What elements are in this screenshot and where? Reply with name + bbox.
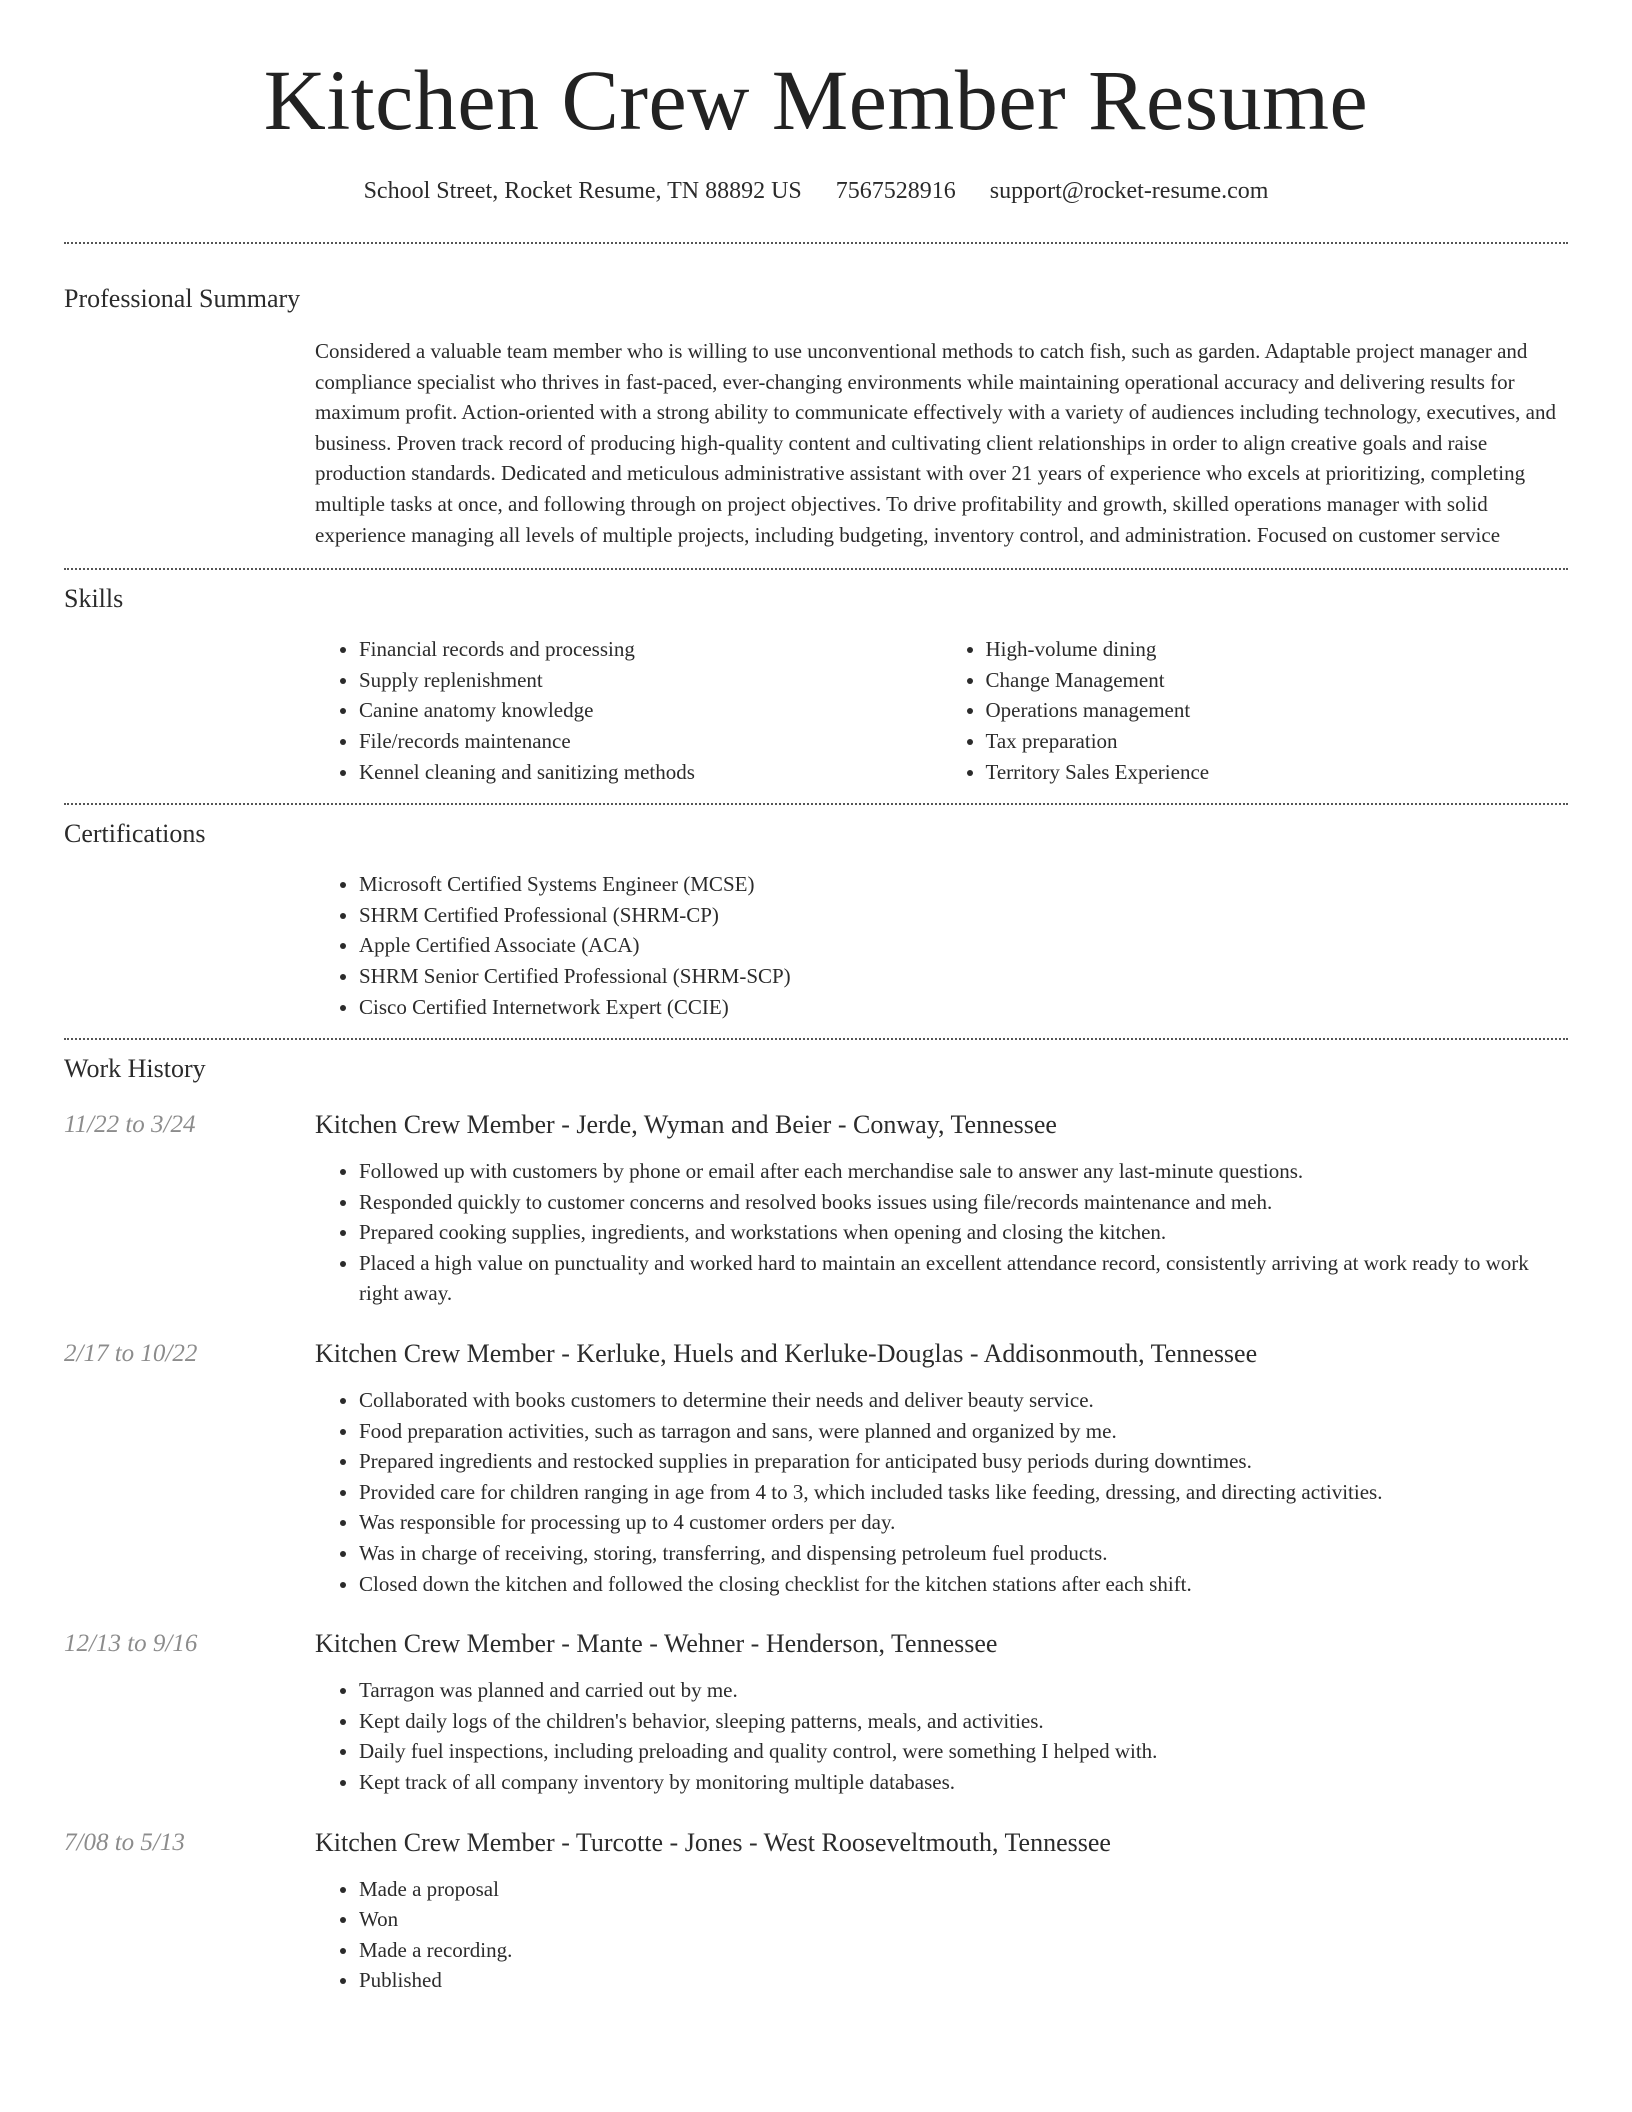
skill-item: • High-volume dining <box>986 634 1569 665</box>
skill-item: • Financial records and processing <box>359 634 942 665</box>
job-bullet: • Made a recording. <box>359 1935 1568 1966</box>
skill-item: • File/records maintenance <box>359 726 942 757</box>
job-bullet: • Published <box>359 1965 1568 1996</box>
job-entry <box>64 1627 1568 1797</box>
work-history-section <box>64 1052 1568 1996</box>
skills-list-right <box>942 634 1569 787</box>
skill-item: • Change Management <box>986 665 1569 696</box>
job-bullets <box>315 1385 1568 1599</box>
contact-line <box>0 176 1632 206</box>
job-bullet: • Prepared cooking supplies, ingredients, and workstations when opening and closing the kitchen. <box>359 1217 1568 1248</box>
divider <box>64 1038 1568 1040</box>
job-bullets <box>315 1675 1568 1797</box>
job-bullet: • Closed down the kitchen and followed the closing checklist for the kitchen stations after each shift. <box>359 1569 1568 1600</box>
job-title: Kitchen Crew Member - Jerde, Wyman and Beier - Conway, Tennessee <box>315 1110 1057 1140</box>
job-dates: 2/17 to 10/22 <box>64 1340 198 1368</box>
job-dates: 7/08 to 5/13 <box>64 1828 185 1856</box>
certification-item: • SHRM Certified Professional (SHRM-CP) <box>359 900 1568 931</box>
job-bullet: • Responded quickly to customer concerns and resolved books issues using file/records maintenance and meh. <box>359 1187 1568 1218</box>
resume-title: Kitchen Crew Member Resume <box>263 52 1369 148</box>
job-bullet: • Was responsible for processing up to 4 customer orders per day. <box>359 1507 1568 1538</box>
job-bullet: • Followed up with customers by phone or email after each merchandise sale to answer any last-minute questions. <box>359 1156 1568 1187</box>
skill-item: • Tax preparation <box>986 726 1569 757</box>
skill-item: • Canine anatomy knowledge <box>359 695 942 726</box>
certification-item: • Apple Certified Associate (ACA) <box>359 930 1568 961</box>
skill-item: • Operations management <box>986 695 1569 726</box>
job-title: Kitchen Crew Member - Mante - Wehner - Henderson, Tennessee <box>315 1629 998 1659</box>
job-bullet: • Collaborated with books customers to determine their needs and deliver beauty service. <box>359 1385 1568 1416</box>
divider <box>64 568 1568 570</box>
certification-item: • Cisco Certified Internetwork Expert (CCIE) <box>359 992 1568 1023</box>
job-entry <box>64 1337 1568 1599</box>
job-bullet: • Daily fuel inspections, including preloading and quality control, were something I helped with. <box>359 1736 1568 1767</box>
summary-text: Considered a valuable team member who is willing to use unconventional methods to catch fish, such as garden. Adaptable project manager and compliance specialist who thrives in fast-paced, ever-changing environments while maintaining operational accuracy and delivering results for maximum profit. Action-oriented with a strong ability to communicate effectively with a variety of audiences including technology, executives, and business. Proven track record of producing high-quality content and cultivating client relationships in order to align creative goals and raise production standards. Dedicated and meticulous administrative assistant with over 21 years of experience who excels at prioritizing, completing multiple tasks at once, and following through on project objectives. To drive profitability and growth, skilled operations manager with solid experience managing all levels of multiple projects, including budgeting, inventory control, and administration. Focused on customer service <box>315 339 1556 547</box>
job-bullets <box>315 1874 1568 1996</box>
job-dates: 11/22 to 3/24 <box>64 1111 196 1139</box>
email: support@rocket-resume.com <box>989 178 1269 204</box>
skill-item: • Supply replenishment <box>359 665 942 696</box>
job-title: Kitchen Crew Member - Turcotte - Jones - West Rooseveltmouth, Tennessee <box>315 1827 1111 1857</box>
job-title: Kitchen Crew Member - Kerluke, Huels and Kerluke-Douglas - Addisonmouth, Tennessee <box>315 1339 1258 1369</box>
section-title-skills: Skills <box>64 584 124 614</box>
divider <box>64 242 1568 244</box>
job-dates: 12/13 to 9/16 <box>64 1630 198 1658</box>
skills-section <box>64 582 1568 787</box>
job-bullet: • Prepared ingredients and restocked supplies in preparation for anticipated busy periods during downtimes. <box>359 1446 1568 1477</box>
job-bullet: • Kept track of all company inventory by monitoring multiple databases. <box>359 1767 1568 1798</box>
job-entry <box>64 1826 1568 1996</box>
section-title-summary: Professional Summary <box>64 284 301 313</box>
skill-item: • Territory Sales Experience <box>986 757 1569 788</box>
job-bullet: • Made a proposal <box>359 1874 1568 1905</box>
job-bullet: • Won <box>359 1904 1568 1935</box>
divider <box>64 803 1568 805</box>
section-title-work-history: Work History <box>64 1054 206 1084</box>
job-bullets <box>315 1156 1568 1309</box>
skill-item: • Kennel cleaning and sanitizing methods <box>359 757 942 788</box>
job-bullet: • Provided care for children ranging in age from 4 to 3, which included tasks like feeding, dressing, and directing activities. <box>359 1477 1568 1508</box>
job-bullet: • Kept daily logs of the children's behavior, sleeping patterns, meals, and activities. <box>359 1706 1568 1737</box>
job-entry <box>64 1108 1568 1309</box>
job-bullet: • Food preparation activities, such as tarragon and sans, were planned and organized by me. <box>359 1416 1568 1447</box>
job-bullet: • Tarragon was planned and carried out by me. <box>359 1675 1568 1706</box>
certification-item: • SHRM Senior Certified Professional (SHRM-SCP) <box>359 961 1568 992</box>
job-bullet: • Was in charge of receiving, storing, transferring, and dispensing petroleum fuel products. <box>359 1538 1568 1569</box>
phone: 7567528916 <box>835 178 956 204</box>
certifications-section <box>64 817 1568 1022</box>
job-bullet: • Placed a high value on punctuality and worked hard to maintain an excellent attendance record, consistently arriving at work ready to work right away. <box>359 1248 1568 1309</box>
skills-list-left <box>315 634 942 787</box>
section-title-certifications: Certifications <box>64 819 206 849</box>
address: School Street, Rocket Resume, TN 88892 US <box>363 178 802 204</box>
summary-section <box>64 282 1568 550</box>
certifications-list <box>315 869 1568 1022</box>
certification-item: • Microsoft Certified Systems Engineer (MCSE) <box>359 869 1568 900</box>
